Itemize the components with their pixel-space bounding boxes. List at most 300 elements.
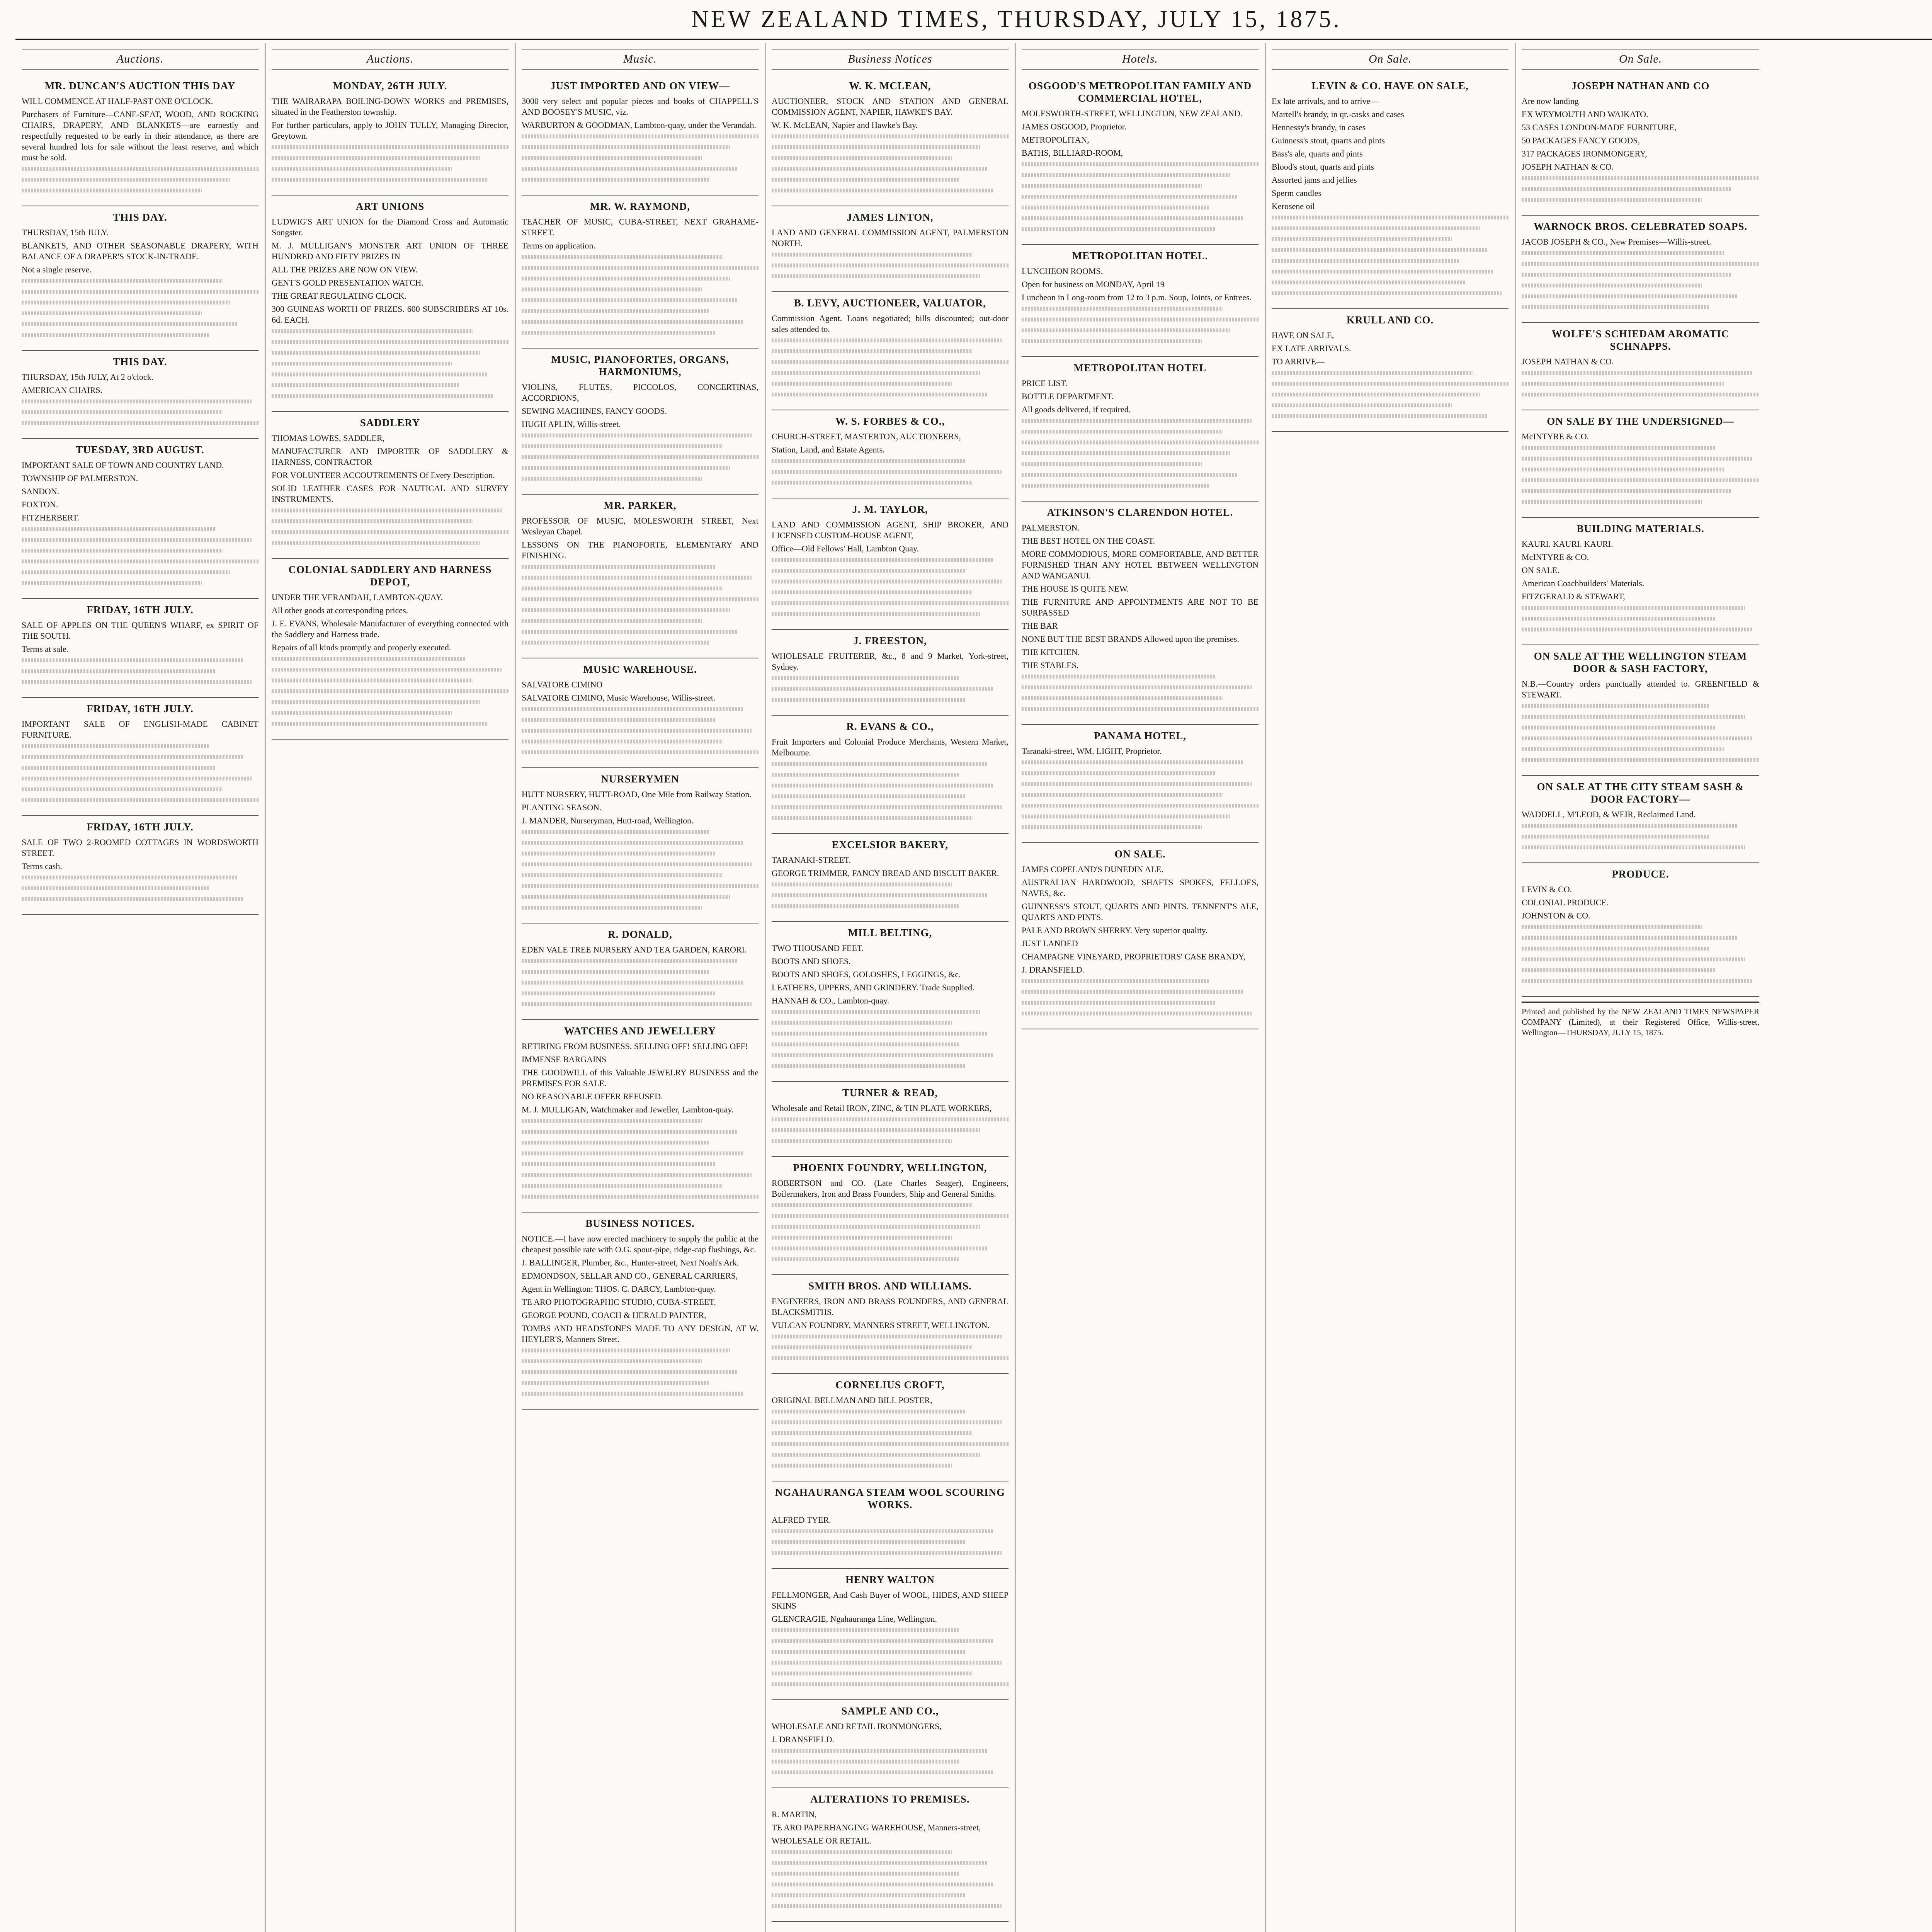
advertisement xyxy=(1522,323,1759,410)
small-print-line xyxy=(522,1002,752,1006)
ad-title: MR. PARKER, xyxy=(604,500,677,511)
small-print-line xyxy=(772,360,1009,364)
ad-title: R. DONALD, xyxy=(608,929,672,940)
ad-title: J. FREESTON, xyxy=(853,635,927,646)
ad-title: LEVIN & CO. HAVE ON SALE, xyxy=(1311,80,1469,92)
ad-line: Kerosene oil xyxy=(1272,201,1315,211)
small-print-line xyxy=(272,722,487,726)
small-print-line xyxy=(522,750,759,754)
ad-title: JAMES LINTON, xyxy=(847,211,934,223)
small-print-line xyxy=(272,711,452,715)
small-print-texture xyxy=(272,329,509,398)
small-print-line xyxy=(1522,925,1702,929)
small-print-texture xyxy=(772,558,1009,616)
ad-line: EDEN VALE TREE NURSERY AND TEA GARDEN, KARORI. xyxy=(522,945,747,954)
ad-line: GEORGE TRIMMER, FANCY BREAD AND BISCUIT BAKER. xyxy=(772,868,999,878)
small-print-line xyxy=(272,679,473,682)
ad-line: ENGINEERS, IRON AND BRASS FOUNDERS, AND GENERAL BLACKSMITHS. xyxy=(772,1296,1009,1317)
section-heading-text: Auctions. xyxy=(116,53,164,65)
small-print-line xyxy=(1022,1012,1252,1015)
small-print-texture xyxy=(772,1410,1009,1468)
ad-line: THE GREAT REGULATING CLOCK. xyxy=(272,291,407,301)
ad-line: 317 PACKAGES IRONMONGERY, xyxy=(1522,149,1647,158)
ad-line: J. BALLINGER, Plumber, &c., Hunter-street, Next Noah's Ark. xyxy=(522,1258,739,1267)
small-print-line xyxy=(1022,815,1230,818)
ad-line: For further particulars, apply to JOHN TULLY, Managing Director, Greytown. xyxy=(272,120,509,141)
ad-line: ORIGINAL BELLMAN AND BILL POSTER, xyxy=(772,1395,932,1405)
advertisement xyxy=(772,716,1009,834)
advertisement xyxy=(772,1374,1009,1481)
small-print-line xyxy=(772,189,994,192)
advertisement xyxy=(272,196,509,412)
ad-line: JACOB JOSEPH & CO., New Premises—Willis-street. xyxy=(1522,237,1711,247)
advertisement xyxy=(1522,75,1759,216)
small-print-line xyxy=(772,1442,1009,1446)
small-print-line xyxy=(522,895,730,899)
small-print-line xyxy=(1022,825,1202,829)
ad-line: GEORGE POUND, COACH & HERALD PAINTER, xyxy=(522,1310,706,1320)
ad-title: PRODUCE. xyxy=(1612,868,1669,880)
ad-line: LEVIN & CO. xyxy=(1522,884,1572,894)
column-1 xyxy=(15,43,265,1932)
small-print-line xyxy=(772,1872,959,1876)
column-2 xyxy=(265,43,515,1932)
small-print-line xyxy=(1522,382,1724,386)
small-print-line xyxy=(772,1540,966,1544)
small-print-line xyxy=(1022,162,1259,166)
small-print-line xyxy=(772,794,966,798)
small-print-line xyxy=(522,167,737,171)
advertisement xyxy=(22,206,259,351)
small-print-line xyxy=(22,766,216,770)
small-print-line xyxy=(772,1053,994,1057)
small-print-line xyxy=(1022,760,1244,764)
small-print-line xyxy=(522,298,737,302)
small-print-line xyxy=(22,549,223,553)
small-print-line xyxy=(1522,968,1716,972)
small-print-line xyxy=(772,569,966,573)
ad-line: IMPORTANT SALE OF TOWN AND COUNTRY LAND. xyxy=(22,460,224,470)
advertisement xyxy=(522,196,759,349)
small-print-line xyxy=(772,1628,959,1632)
advertisement xyxy=(1022,357,1259,502)
ad-line: THE STABLES. xyxy=(1022,660,1079,670)
ad-title: HENRY WALTON xyxy=(845,1574,935,1585)
advertisement xyxy=(22,816,259,915)
small-print-line xyxy=(1522,468,1724,471)
ad-title: SADDLERY xyxy=(360,417,420,429)
advertisement xyxy=(772,498,1009,630)
small-print-texture xyxy=(772,1850,1009,1908)
ad-line: PLANTING SEASON. xyxy=(522,803,602,812)
small-print-line xyxy=(772,1551,1002,1555)
ad-title: TURNER & READ, xyxy=(842,1087,938,1099)
small-print-line xyxy=(1022,685,1252,689)
ad-line: BLANKETS, AND OTHER SEASONABLE DRAPERY, WITH BALANCE OF A DRAPER'S STOCK-IN-TRADE. xyxy=(22,241,259,261)
small-print-line xyxy=(22,538,252,542)
small-print-line xyxy=(772,1410,966,1413)
ad-line: THE FURNITURE AND APPOINTMENTS ARE NOT TO BE SURPASSED xyxy=(1022,597,1259,617)
ad-line: SALVATORE CIMINO xyxy=(522,680,603,689)
ad-line: BATHS, BILLIARD-ROOM, xyxy=(1022,148,1123,158)
ad-line: J. DRANSFIELD. xyxy=(1022,965,1084,975)
small-print-line xyxy=(772,1431,973,1435)
ad-title: THIS DAY. xyxy=(113,356,167,367)
small-print-line xyxy=(522,597,759,601)
small-print-texture xyxy=(1272,216,1509,295)
small-print-line xyxy=(522,145,730,149)
ad-line: HUTT NURSERY, HUTT-ROAD, One Mile from Railway Station. xyxy=(522,789,752,799)
advertisement xyxy=(1272,309,1509,432)
advertisement xyxy=(272,412,509,559)
small-print-line xyxy=(522,740,723,743)
small-print-line xyxy=(772,612,980,616)
small-print-line xyxy=(22,527,216,531)
small-print-line xyxy=(1272,414,1487,418)
advertisement xyxy=(272,75,509,196)
small-print-line xyxy=(772,904,959,908)
small-print-line xyxy=(22,167,259,171)
small-print-line xyxy=(1272,259,1459,263)
small-print-texture xyxy=(522,565,759,645)
small-print-line xyxy=(772,156,952,160)
advertisement xyxy=(522,923,759,1020)
ad-line: N.B.—Country orders punctually attended to. GREENFIELD & STEWART. xyxy=(1522,679,1759,699)
ad-line: FOXTON. xyxy=(22,500,58,509)
ad-line: TEACHER OF MUSIC, CUBA-STREET, NEXT GRAHAME-STREET. xyxy=(522,217,759,237)
ad-line: W. K. McLEAN, Napier and Hawke's Bay. xyxy=(772,120,918,130)
small-print-texture xyxy=(22,658,259,684)
ad-line: 50 PACKAGES FANCY GOODS, xyxy=(1522,136,1640,145)
section-heading-text: On Sale. xyxy=(1368,53,1412,65)
small-print-line xyxy=(522,266,759,270)
ad-title: NURSERYMEN xyxy=(601,773,679,785)
section-heading xyxy=(522,49,759,70)
ad-line: THE GOODWILL of this Valuable JEWELRY BUSINESS and the PREMISES FOR SALE. xyxy=(522,1068,759,1088)
advertisement xyxy=(22,599,259,698)
ad-title: ON SALE AT THE CITY STEAM SASH & DOOR FACTORY— xyxy=(1537,781,1744,805)
small-print-line xyxy=(772,1650,966,1654)
ad-line: Ex late arrivals, and to arrive— xyxy=(1272,96,1379,106)
ad-line: M. J. MULLIGAN'S MONSTER ART UNION OF THREE HUNDRED AND FIFTY PRIZES IN xyxy=(272,241,509,261)
publisher-imprint: Printed and published by the NEW ZEALAND TIMES NEWSPAPER COMPANY (Limited), at their Registered Office, Willis-street, Wellington—THURSDAY, JULY 15, 1875. xyxy=(1522,1002,1759,1038)
small-print-line xyxy=(22,301,230,304)
ad-line: PALMERSTON. xyxy=(1022,523,1080,532)
ad-title: R. EVANS & CO., xyxy=(846,721,934,732)
small-print-line xyxy=(772,470,1002,474)
ad-line: GENT'S GOLD PRESENTATION WATCH. xyxy=(272,278,423,287)
ad-title: ON SALE AT THE WELLINGTON STEAM DOOR & SASH FACTORY, xyxy=(1534,650,1747,674)
small-print-line xyxy=(522,718,716,722)
small-print-line xyxy=(1022,430,1223,434)
advertisement xyxy=(772,1275,1009,1374)
ad-line: ALFRED TYER. xyxy=(772,1515,831,1525)
advertisement xyxy=(772,1569,1009,1700)
ad-line: ON SALE. xyxy=(1522,565,1560,575)
ad-title: ART UNIONS xyxy=(355,201,425,212)
small-print-line xyxy=(1522,198,1702,202)
ad-line: VIOLINS, FLUTES, PICCOLOS, CONCERTINAS, ACCORDIONS, xyxy=(522,382,759,403)
ad-line: MORE COMMODIOUS, MORE COMFORTABLE, AND BETTER FURNISHED THAN ANY HOTEL BETWEEN WELLINGTON AND WANGANUI. xyxy=(1022,549,1259,580)
small-print-line xyxy=(772,773,959,777)
ad-line: HUGH APLIN, Willis-street. xyxy=(522,419,621,429)
small-print-line xyxy=(272,372,487,376)
small-print-line xyxy=(522,1141,709,1145)
small-print-line xyxy=(522,970,709,974)
ad-line: JOHNSTON & CO. xyxy=(1522,911,1590,920)
advertisement xyxy=(772,630,1009,716)
small-print-line xyxy=(772,883,952,886)
small-print-line xyxy=(1522,500,1702,504)
small-print-line xyxy=(1522,979,1752,983)
small-print-line xyxy=(22,658,244,662)
small-print-line xyxy=(772,1345,973,1349)
small-print-line xyxy=(522,309,709,313)
small-print-line xyxy=(272,340,509,344)
small-print-line xyxy=(772,1672,973,1675)
small-print-line xyxy=(772,1464,952,1468)
small-print-texture xyxy=(22,167,259,192)
small-print-line xyxy=(522,444,723,448)
small-print-line xyxy=(22,669,216,673)
ad-title: WARNOCK BROS. CELEBRATED SOAPS. xyxy=(1533,221,1748,232)
ad-title: MUSIC WAREHOUSE. xyxy=(583,663,697,675)
small-print-line xyxy=(22,787,223,791)
small-print-line xyxy=(1522,747,1724,751)
small-print-texture xyxy=(522,1349,759,1396)
advertisement xyxy=(522,658,759,768)
small-print-line xyxy=(522,1195,759,1199)
small-print-line xyxy=(1022,707,1259,711)
small-print-texture xyxy=(1522,251,1759,309)
advertisement xyxy=(1022,75,1259,245)
ad-line: PROFESSOR OF MUSIC, MOLESWORTH STREET, Next Wesleyan Chapel. xyxy=(522,516,759,536)
small-print-line xyxy=(522,1381,709,1385)
ad-title: BUILDING MATERIALS. xyxy=(1577,523,1704,534)
ad-line: PALE AND BROWN SHERRY. Very superior quality. xyxy=(1022,925,1208,935)
ad-line: Terms at sale. xyxy=(22,644,69,654)
small-print-line xyxy=(522,320,744,324)
ad-line: THE BAR xyxy=(1022,621,1058,631)
small-print-line xyxy=(1522,715,1745,719)
ad-title: MILL BELTING, xyxy=(848,927,932,939)
small-print-line xyxy=(1272,281,1466,284)
small-print-line xyxy=(522,434,752,437)
advertisement xyxy=(1022,843,1259,1029)
small-print-line xyxy=(772,1661,1002,1665)
ad-line: Repairs of all kinds promptly and properly executed. xyxy=(272,643,451,652)
section-heading xyxy=(1522,49,1759,70)
small-print-line xyxy=(522,1151,744,1155)
ad-title: NGAHAURANGA STEAM WOOL SCOURING WORKS. xyxy=(775,1486,1005,1510)
ad-title: PANAMA HOTEL, xyxy=(1094,730,1186,742)
small-print-texture xyxy=(1522,704,1759,762)
ad-title: ON SALE BY THE UNDERSIGNED— xyxy=(1547,415,1734,427)
ad-line: Fruit Importers and Colonial Produce Merchants, Western Market, Melbourne. xyxy=(772,737,1009,757)
advertisement xyxy=(1022,502,1259,725)
small-print-line xyxy=(522,862,752,866)
column-6 xyxy=(1265,43,1515,1932)
small-print-line xyxy=(772,558,994,562)
ad-line: THE WAIRARAPA BOILING-DOWN WORKS and PREMISES, situated in the Featherston township. xyxy=(272,96,509,117)
small-print-line xyxy=(522,841,744,845)
small-print-line xyxy=(772,253,973,257)
small-print-line xyxy=(772,1883,994,1886)
small-print-line xyxy=(272,178,487,182)
ad-line: CHAMPAGNE VINEYARD, PROPRIETORS' CASE BRANDY, xyxy=(1022,952,1245,961)
small-print-line xyxy=(1522,628,1752,631)
small-print-texture xyxy=(522,959,759,1006)
advertisement xyxy=(772,206,1009,292)
small-print-texture xyxy=(772,1203,1009,1261)
ad-line: WARBURTON & GOODMAN, Lambton-quay, under the Verandah. xyxy=(522,120,756,130)
small-print-line xyxy=(1522,294,1738,298)
ad-title: BUSINESS NOTICES. xyxy=(585,1218,695,1229)
small-print-line xyxy=(22,581,202,585)
small-print-texture xyxy=(772,1010,1009,1068)
small-print-line xyxy=(1522,251,1724,255)
ad-line: THURSDAY, 15th JULY, At 2 o'clock. xyxy=(22,372,154,382)
small-print-line xyxy=(1272,226,1480,230)
ad-line: THOMAS LOWES, SADDLER, xyxy=(272,433,385,443)
small-print-line xyxy=(1022,419,1252,423)
small-print-line xyxy=(272,519,473,523)
small-print-line xyxy=(772,1770,994,1774)
ad-line: THE BEST HOTEL ON THE COAST. xyxy=(1022,536,1155,546)
small-print-line xyxy=(1022,793,1223,797)
ad-line: Bass's ale, quarts and pints xyxy=(1272,149,1363,158)
ad-line: TARANAKI-STREET. xyxy=(772,855,851,865)
small-print-line xyxy=(22,777,252,781)
ad-line: VULCAN FOUNDRY, MANNERS STREET, WELLINGTON. xyxy=(772,1320,990,1330)
ad-title: METROPOLITAN HOTEL. xyxy=(1072,250,1208,262)
small-print-line xyxy=(1022,804,1259,808)
small-print-line xyxy=(772,178,959,182)
ad-line: THE KITCHEN. xyxy=(1022,647,1080,657)
small-print-line xyxy=(22,279,223,283)
small-print-line xyxy=(22,570,230,574)
small-print-line xyxy=(522,906,702,910)
small-print-line xyxy=(522,1392,744,1396)
ad-line: ROBERTSON and CO. (Late Charles Seager), Engineers, Boilermakers, Iron and Brass Founders, Ship and General Smiths. xyxy=(772,1178,1009,1199)
ad-line: TOMBS AND HEADSTONES MADE TO ANY DESIGN, AT W. HEYLER'S, Manners Street. xyxy=(522,1323,759,1344)
ad-line: ALL THE PRIZES ARE NOW ON VIEW. xyxy=(272,265,418,274)
ad-title: JOSEPH NATHAN AND CO xyxy=(1571,80,1710,92)
small-print-line xyxy=(1022,440,1259,444)
small-print-line xyxy=(22,400,252,403)
ad-line: WADDELL, M'LEOD, & WEIR, Reclaimed Land. xyxy=(1522,810,1696,819)
advertisement xyxy=(22,75,259,206)
small-print-line xyxy=(22,755,244,759)
small-print-line xyxy=(772,580,1002,583)
small-print-line xyxy=(522,630,737,634)
small-print-texture xyxy=(772,134,1009,192)
ad-line: IMMENSE BARGAINS xyxy=(522,1054,607,1064)
ad-title: W. K. MCLEAN, xyxy=(849,80,931,92)
small-print-line xyxy=(1522,845,1745,849)
ad-line: Luncheon in Long-room from 12 to 3 p.m. Soup, Joints, or Entrees. xyxy=(1022,293,1252,302)
ad-line: JUST LANDED xyxy=(1022,939,1078,948)
ad-line: All other goods at corresponding prices. xyxy=(272,605,408,615)
small-print-line xyxy=(272,145,509,149)
ad-title: W. S. FORBES & CO., xyxy=(835,415,945,427)
small-print-texture xyxy=(772,338,1009,396)
small-print-line xyxy=(272,668,502,672)
small-print-texture xyxy=(522,255,759,335)
small-print-line xyxy=(1272,393,1480,396)
ad-line: Assorted jams and jellies xyxy=(1272,175,1357,185)
small-print-texture xyxy=(1522,446,1759,504)
ad-line: LAND AND COMMISSION AGENT, SHIP BROKER, AND LICENSED CUSTOM-HOUSE AGENT, xyxy=(772,520,1009,540)
small-print-line xyxy=(1022,184,1202,188)
section-heading-text: On Sale. xyxy=(1619,53,1662,65)
ad-line: MANUFACTURER AND IMPORTER OF SADDLERY & HARNESS, CONTRACTOR xyxy=(272,446,509,467)
small-print-line xyxy=(772,1749,987,1753)
small-print-line xyxy=(522,608,730,612)
small-print-texture xyxy=(522,434,759,481)
small-print-texture xyxy=(272,145,509,182)
small-print-line xyxy=(772,893,987,897)
small-print-line xyxy=(522,477,702,481)
small-print-line xyxy=(772,816,973,820)
ad-title: WATCHES AND JEWELLERY xyxy=(564,1025,716,1037)
ad-line: SALE OF TWO 2-ROOMED COTTAGES IN WORDSWORTH STREET. xyxy=(22,837,259,858)
ad-title: MUSIC, PIANOFORTES, ORGANS, HARMONIUMS, xyxy=(551,354,729,378)
small-print-texture xyxy=(772,1117,1009,1143)
section-heading-text: Business Notices xyxy=(848,53,932,65)
ad-line: BOTTLE DEPARTMENT. xyxy=(1022,391,1114,401)
small-print-line xyxy=(522,1162,716,1166)
small-print-texture xyxy=(22,876,259,901)
small-print-line xyxy=(1272,216,1509,219)
small-print-texture xyxy=(772,459,1009,485)
ad-line: JAMES COPELAND'S DUNEDIN ALE. xyxy=(1022,864,1163,874)
small-print-line xyxy=(1522,736,1752,740)
small-print-line xyxy=(1522,176,1759,180)
ad-line: FOR VOLUNTEER ACCOUTREMENTS Of Every Description. xyxy=(272,470,495,480)
small-print-line xyxy=(1522,478,1759,482)
ad-line: AUCTIONEER, STOCK AND STATION AND GENERAL COMMISSION AGENT, NAPIER, HAWKE'S BAY. xyxy=(772,96,1009,117)
small-print-line xyxy=(772,1064,966,1068)
advertisement xyxy=(522,1020,759,1213)
small-print-line xyxy=(1022,195,1237,199)
advertisement xyxy=(772,410,1009,498)
small-print-texture xyxy=(772,883,1009,908)
section-heading-text: Hotels. xyxy=(1122,53,1158,65)
advertisement xyxy=(1022,725,1259,843)
small-print-line xyxy=(772,1335,1002,1338)
ad-line: TE ARO PAPERHANGING WAREHOUSE, Manners-street, xyxy=(772,1823,981,1832)
small-print-line xyxy=(1272,382,1509,386)
small-print-line xyxy=(1522,957,1745,961)
ad-line: Terms cash. xyxy=(22,861,62,871)
ad-title: FRIDAY, 16TH JULY. xyxy=(87,821,194,833)
ad-title: SMITH BROS. AND WILLIAMS. xyxy=(808,1280,972,1292)
small-print-line xyxy=(772,134,1009,138)
ad-line: FITZHERBERT. xyxy=(22,513,80,522)
small-print-line xyxy=(522,587,723,590)
small-print-line xyxy=(772,784,994,787)
small-print-line xyxy=(772,393,987,396)
ad-line: IMPORTANT SALE OF ENGLISH-MADE CABINET FURNITURE. xyxy=(22,719,259,740)
ad-title: JUST IMPORTED AND ON VIEW— xyxy=(550,80,730,92)
small-print-line xyxy=(272,509,502,512)
small-print-line xyxy=(772,481,973,485)
small-print-line xyxy=(1522,758,1759,762)
ad-line: SEWING MACHINES, FANCY GOODS. xyxy=(522,406,667,416)
small-print-texture xyxy=(522,707,759,754)
small-print-line xyxy=(772,1257,959,1261)
